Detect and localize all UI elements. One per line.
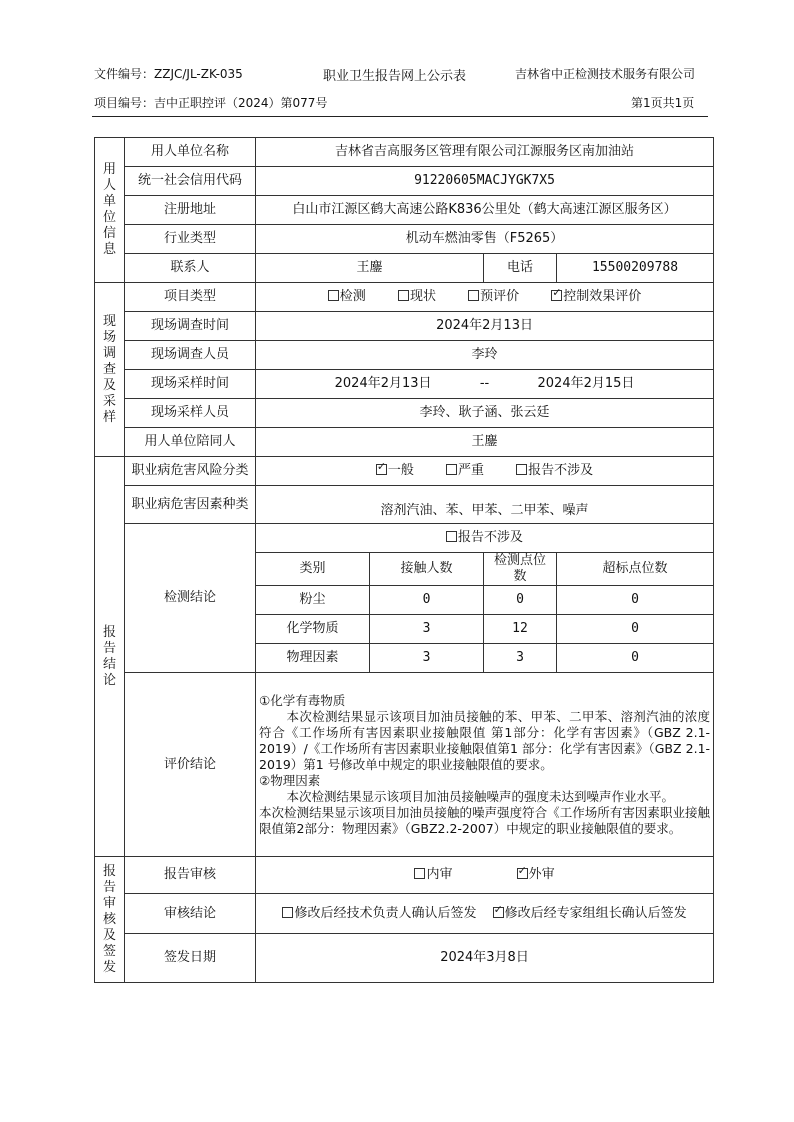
row-points: 3 xyxy=(484,644,557,673)
project-type-option[interactable]: 检测 xyxy=(328,289,366,305)
row-exposed: 3 xyxy=(370,644,484,673)
row-category: 粉尘 xyxy=(256,586,370,615)
checkbox-icon[interactable] xyxy=(468,290,479,301)
project-number: 项目编号：吉中正职控评（2024）第077号 xyxy=(94,96,328,110)
section-review: 报 告 审 核 及 签 发 xyxy=(95,857,125,983)
conclusion-option[interactable]: 修改后经技术负责人确认后签发 xyxy=(282,906,476,922)
evaluation-conclusion-label: 评价结论 xyxy=(125,673,256,857)
evaluation-conclusion xyxy=(256,673,714,857)
hazard-factor-label: 职业病危害因素种类 xyxy=(125,486,256,524)
eval-chem-title: ①化学有毒物质 xyxy=(259,692,346,708)
sampling-separator: -- xyxy=(479,376,490,391)
checkbox-icon[interactable] xyxy=(446,531,457,542)
eval-phys-text-1: 本次检测结果显示该项目加油员接触噪声的强度未达到噪声作业水平。 xyxy=(286,788,675,804)
section-employer: 用 人 单 位 信 息 xyxy=(95,138,125,283)
not-involved-option[interactable]: 报告不涉及 xyxy=(256,524,714,553)
surveyor-label: 现场调查人员 xyxy=(125,341,256,370)
row-exposed: 0 xyxy=(370,586,484,615)
issue-date-label: 签发日期 xyxy=(125,934,256,983)
address: 白山市江源区鹤大高速公路K836公里处（鹤大高速江源区服务区） xyxy=(256,196,714,225)
industry: 机动车燃油零售（F5265） xyxy=(256,225,714,254)
escort-label: 用人单位陪同人 xyxy=(125,428,256,457)
row-category: 物理因素 xyxy=(256,644,370,673)
industry-label: 行业类型 xyxy=(125,225,256,254)
document-title: 职业卫生报告网上公示表 xyxy=(323,69,467,84)
checkbox-icon[interactable] xyxy=(414,868,425,879)
page-info: 第1页共1页 xyxy=(631,96,695,110)
credit-code: 91220605MACJYGK7X5 xyxy=(256,167,714,196)
row-exposed: 3 xyxy=(370,615,484,644)
section-survey: 现 场 调 查 及 采 样 xyxy=(95,283,125,457)
row-points: 12 xyxy=(484,615,557,644)
checkbox-icon[interactable] xyxy=(551,290,562,301)
checkbox-icon[interactable] xyxy=(516,464,527,475)
phone-label: 电话 xyxy=(484,254,557,283)
table-header-exceed: 超标点位数 xyxy=(557,553,714,586)
project-type-option[interactable]: 现状 xyxy=(398,289,436,305)
sampling-end: 2024年2月15日 xyxy=(537,376,635,391)
section-report: 报 告 结 论 xyxy=(95,457,125,857)
project-type-options xyxy=(256,283,714,312)
checkbox-icon[interactable] xyxy=(517,868,528,879)
checkbox-icon[interactable] xyxy=(493,907,504,918)
disclosure-table xyxy=(94,137,714,983)
survey-time-label: 现场调查时间 xyxy=(125,312,256,341)
conclusion-option[interactable]: ✓ 修改后经专家组组长确认后签发 xyxy=(493,906,687,922)
row-category: 化学物质 xyxy=(256,615,370,644)
surveyor: 李玲 xyxy=(256,341,714,370)
eval-phys-title: ②物理因素 xyxy=(259,772,321,788)
checkbox-icon[interactable] xyxy=(328,290,339,301)
header-divider xyxy=(92,116,708,117)
eval-phys-text-2: 本次检测结果显示该项目加油员接触的噪声强度符合《工作场所有害因素职业接触限值第2部分：物理因素》（GBZ2.2-2007）中规定的职业接触限值的要求。 xyxy=(259,804,711,836)
risk-option[interactable]: ✓ 一般 xyxy=(376,463,414,479)
project-type-option[interactable]: 预评价 xyxy=(468,289,519,305)
contact-label: 联系人 xyxy=(125,254,256,283)
address-label: 注册地址 xyxy=(125,196,256,225)
row-exceed: 0 xyxy=(557,586,714,615)
project-type-option[interactable]: ✓ 控制效果评价 xyxy=(551,289,641,305)
samplers: 李玲、耿子涵、张云廷 xyxy=(256,399,714,428)
contact: 王鏖 xyxy=(256,254,484,283)
issue-date: 2024年3月8日 xyxy=(256,934,714,983)
employer-name-label: 用人单位名称 xyxy=(125,138,256,167)
sampling-time xyxy=(256,370,714,399)
review-options xyxy=(256,857,714,894)
risk-option[interactable]: 报告不涉及 xyxy=(516,463,593,479)
eval-chem-text: 本次检测结果显示该项目加油员接触的苯、甲苯、二甲苯、溶剂汽油的浓度符合《工作场所有害因素职业接触限值 第1部分：化学有害因素》（GBZ 2.1-2019）/《工作场所有害因素职业接触限值第1 部分：化学有害因素》（GBZ 2.1-2019）第1 号修改单中规定的职业接触限值的要求。 xyxy=(259,708,711,772)
sampling-start: 2024年2月13日 xyxy=(334,376,432,391)
risk-option[interactable]: 严重 xyxy=(446,463,484,479)
review-conclusion-options xyxy=(256,894,714,934)
hazard-factors: 溶剂汽油、苯、甲苯、二甲苯、噪声 xyxy=(256,486,714,524)
review-option[interactable]: ✓ 外审 xyxy=(517,867,555,883)
project-type-label: 项目类型 xyxy=(125,283,256,312)
risk-class-label: 职业病危害风险分类 xyxy=(125,457,256,486)
survey-time: 2024年2月13日 xyxy=(256,312,714,341)
row-exceed: 0 xyxy=(557,615,714,644)
review-option[interactable]: 内审 xyxy=(414,867,452,883)
checkbox-icon[interactable] xyxy=(398,290,409,301)
escort: 王鏖 xyxy=(256,428,714,457)
checkbox-icon[interactable] xyxy=(446,464,457,475)
company-name: 吉林省中正检测技术服务有限公司 xyxy=(515,67,696,81)
employer-name: 吉林省吉高服务区管理有限公司江源服务区南加油站 xyxy=(256,138,714,167)
detection-conclusion-label: 检测结论 xyxy=(125,524,256,673)
review-label: 报告审核 xyxy=(125,857,256,894)
sampling-time-label: 现场采样时间 xyxy=(125,370,256,399)
phone: 15500209788 xyxy=(557,254,714,283)
credit-code-label: 统一社会信用代码 xyxy=(125,167,256,196)
sampler-label: 现场采样人员 xyxy=(125,399,256,428)
review-conclusion-label: 审核结论 xyxy=(125,894,256,934)
checkbox-icon[interactable] xyxy=(376,464,387,475)
row-points: 0 xyxy=(484,586,557,615)
table-header-exposed: 接触人数 xyxy=(370,553,484,586)
risk-class-options xyxy=(256,457,714,486)
table-header-category: 类别 xyxy=(256,553,370,586)
file-number: 文件编号：ZZJC/JL-ZK-035 xyxy=(94,67,243,81)
table-header-points: 检测点位数 xyxy=(484,553,557,586)
row-exceed: 0 xyxy=(557,644,714,673)
checkbox-icon[interactable] xyxy=(282,907,293,918)
